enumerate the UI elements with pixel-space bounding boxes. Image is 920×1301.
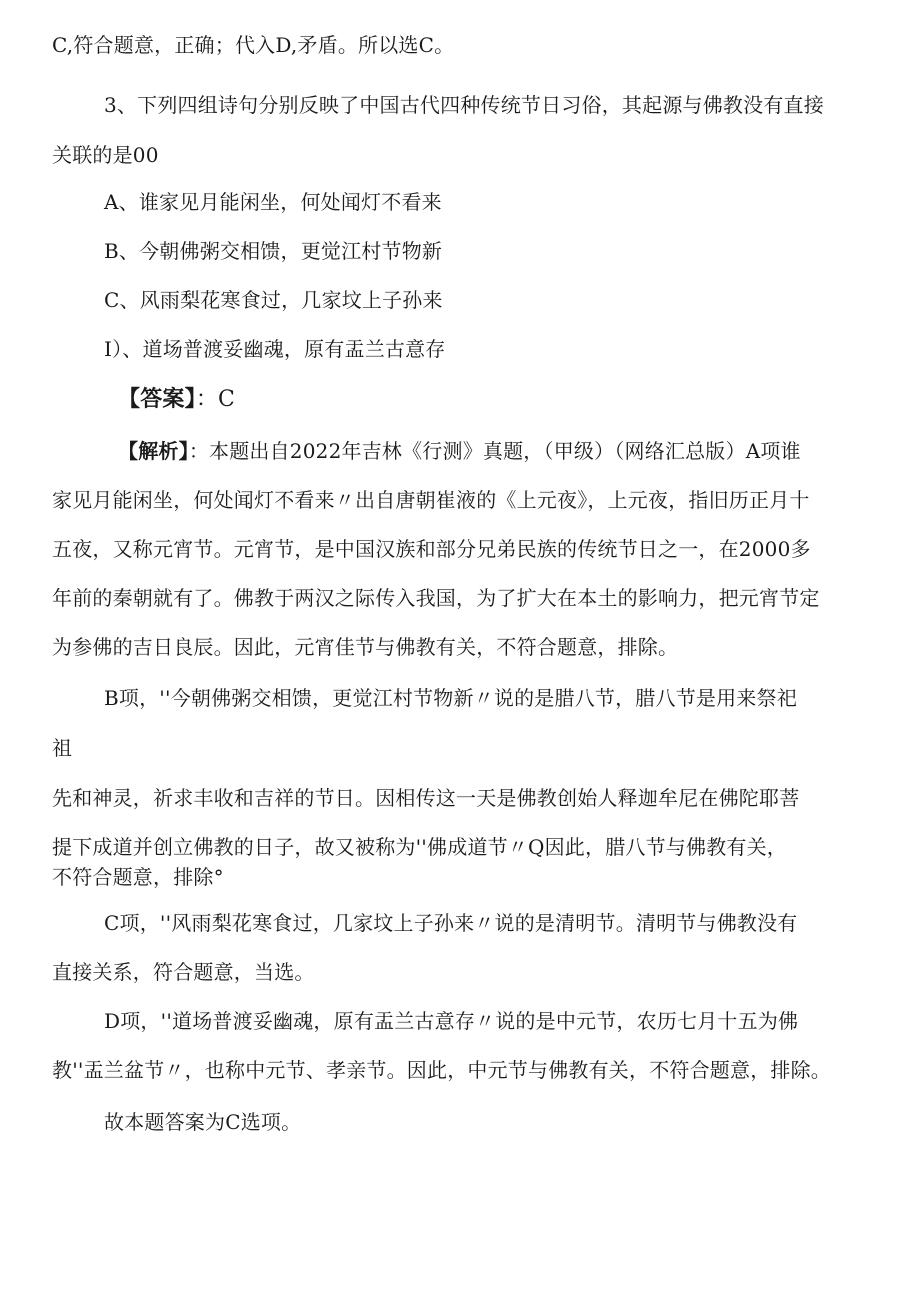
option-a: A、谁家见月能闲坐，何处闻灯不看来	[104, 190, 442, 214]
analysis-conclusion: 故本题答案为C选项。	[104, 1110, 302, 1134]
analysis-p4-line-1: D项，''道场普渡妥幽魂，原有盂兰古意存〃说的是中元节，农历七月十五为佛	[104, 1009, 799, 1033]
analysis-p3-line-2: 直接关系，符合题意，当选。	[52, 960, 315, 984]
analysis-p2-line-4: 提下成道并创立佛教的日子，故又被称为''佛成道节〃Q因此，腊八节与佛教有关，	[52, 835, 787, 859]
answer-line	[118, 387, 235, 413]
question-stem-line-2: 关联的是00	[52, 143, 159, 167]
analysis-p1-line-3: 五夜，又称元宵节。元宵节，是中国汉族和部分兄弟民族的传统节日之一，在2000多	[52, 537, 811, 561]
question-stem-line-1: 3、下列四组诗句分别反映了中国古代四种传统节日习俗，其起源与佛教没有直接	[104, 93, 824, 117]
option-c: C、风雨梨花寒食过，几家坟上子孙来	[104, 288, 443, 312]
analysis-p1-line-4: 年前的秦朝就有了。佛教于两汉之际传入我国，为了扩大在本土的影响力，把元宵节定	[52, 586, 820, 610]
analysis-p3-line-1: C项，''风雨梨花寒食过，几家坟上子孙来〃说的是清明节。清明节与佛教没有	[104, 911, 798, 935]
answer-value: ：C	[195, 387, 236, 412]
analysis-p2-line-5: 不符合题意，排除°	[52, 865, 224, 889]
analysis-p2-line-2: 祖	[52, 736, 73, 760]
analysis-p1-line-1-text: ：本题出自2022年吉林《行测》真题，（甲级）（网络汇总版）A项谁	[188, 439, 801, 463]
analysis-p1-line-2: 家见月能闲坐，何处闻灯不看来〃出自唐朝崔液的《上元夜》，上元夜，指旧历正月十	[52, 488, 810, 512]
analysis-p2-line-3: 先和神灵，祈求丰收和吉祥的节日。因相传这一天是佛教创始人释迦牟尼在佛陀耶菩	[52, 786, 800, 810]
analysis-label: 【解析】	[118, 439, 189, 463]
answer-label: 【答案】	[118, 387, 196, 412]
analysis-p2-line-1: B项，''今朝佛粥交相馈，更觉江村节物新〃说的是腊八节，腊八节是用来祭祀	[104, 686, 797, 710]
analysis-p1-line-1	[118, 438, 801, 464]
analysis-p4-line-2: 教''盂兰盆节〃，也称中元节、孝亲节。因此，中元节与佛教有关，不符合题意，排除。	[52, 1058, 831, 1082]
option-d: I）、道场普渡妥幽魂，原有盂兰古意存	[104, 337, 446, 361]
previous-answer-tail: C,符合题意，正确；代入D,矛盾。所以选C。	[52, 33, 455, 57]
analysis-p1-line-5: 为参佛的吉日良辰。因此，元宵佳节与佛教有关，不符合题意，排除。	[52, 635, 679, 659]
option-b: B、今朝佛粥交相馈，更觉江村节物新	[104, 239, 443, 263]
